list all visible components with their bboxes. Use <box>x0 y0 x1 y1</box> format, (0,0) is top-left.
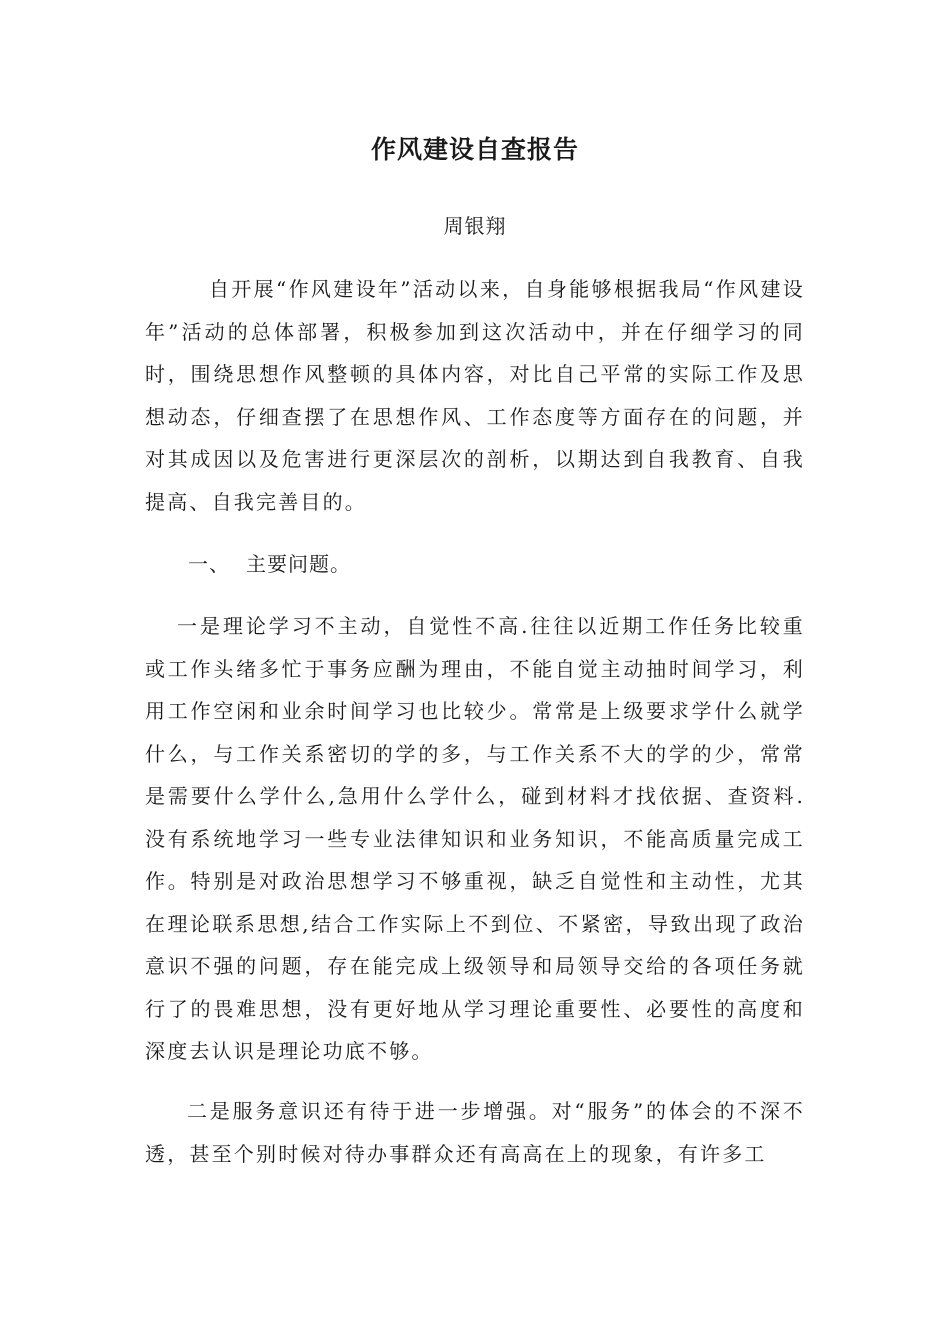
document-author: 周银翔 <box>443 214 507 238</box>
section-number: 一、 <box>188 552 230 576</box>
problem-two-paragraph: 二是服务意识还有待于进一步增强。对“服务”的体会的不深不透，甚至个别时候对待办事群众还有高高在上的现象，有许多工 <box>145 1099 805 1166</box>
section-title: 主要问题。 <box>246 552 351 576</box>
section-heading <box>188 543 588 586</box>
document-title: 作风建设自查报告 <box>370 135 579 164</box>
intro-paragraph: 自开展“作风建设年”活动以来，自身能够根据我局“作风建设年”活动的总体部署，积极参加到这次活动中，并在仔细学习的同时，围绕思想作风整顿的具体内容，对比自己平常的实际工作及思想动态，仔细查摆了在思想作风、工作态度等方面存在的问题，并对其成因以及危害进行更深层次的剖析，以期达到自我教育、自我提高、自我完善目的。 <box>145 277 805 514</box>
problem-one-paragraph: 一是理论学习不主动，自觉性不高.往往以近期工作任务比较重或工作头绪多忙于事务应酬为理由，不能自觉主动抽时间学习，利用工作空闲和业余时间学习也比较少。常常是上级要求学什么就学什么，与工作关系密切的学的多，与工作关系不大的学的少，常常是需要什么学什么,急用什么学什么，碰到材料才找依据、查资料.没有系统地学习一些专业法律知识和业务知识，不能高质量完成工作。特别是对政治思想学习不够重视，缺乏自觉性和主动性，尤其在理论联系思想,结合工作实际上不到位、不紧密，导致出现了政治意识不强的问题，存在能完成上级领导和局领导交给的各项任务就行了的畏难思想，没有更好地从学习理论重要性、必要性的高度和深度去认识是理论功底不够。 <box>145 614 805 1063</box>
